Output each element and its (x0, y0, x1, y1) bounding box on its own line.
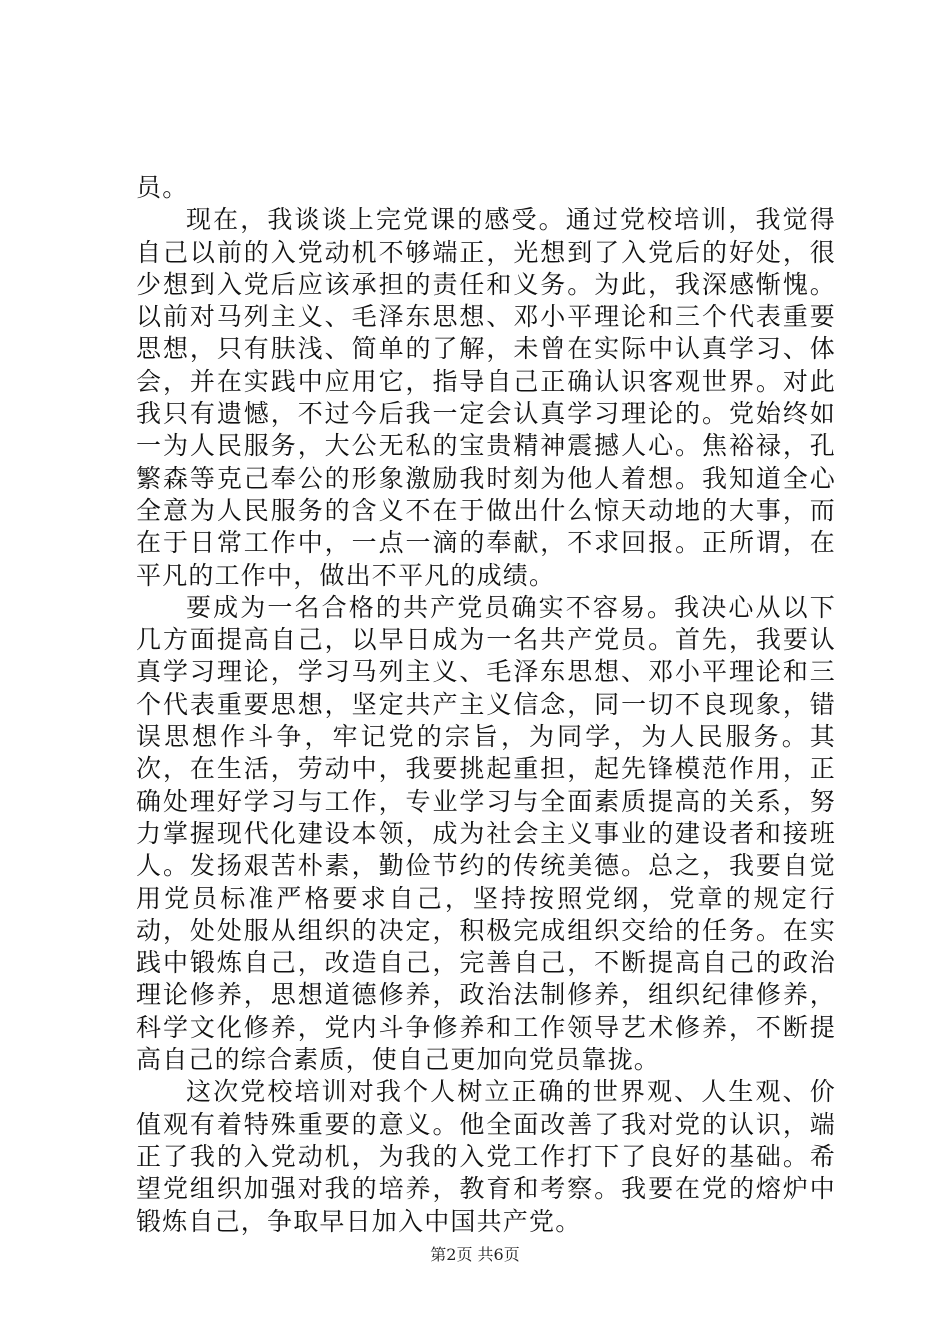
paragraph-continuation: 员。 (136, 173, 189, 202)
paragraph-party-class-feelings: 现在，我谈谈上完党课的感受。通过党校培训，我觉得自己以前的入党动机不够端正，光想到了入党后的好处，很少想到入党后应该承担的责任和义务。为此，我深感惭愧。以前对马列主义、毛泽东思想、邓小平理论和三个代表重要思想，只有肤浅、简单的了解，未曾在实际中认真学习、体会，并在实践中应用它，指导自己正确认识客观世界。对此我只有遗憾，不过今后我一定会认真学习理论的。党始终如一为人民服务，大公无私的宝贵精神震撼人心。焦裕禄，孔繁森等克己奉公的形象激励我时刻为他人着想。我知道全心全意为人民服务的含义不在于做出什么惊天动地的大事，而在于日常工作中，一点一滴的奉献，不求回报。正所谓，在平凡的工作中，做出不平凡的成绩。 (136, 205, 836, 590)
document-body (136, 172, 836, 1238)
paragraph-self-improvement: 要成为一名合格的共产党员确实不容易。我决心从以下几方面提高自己，以早日成为一名共产党员。首先，我要认真学习理论，学习马列主义、毛泽东思想、邓小平理论和三个代表重要思想，坚定共产主义信念，同一切不良现象，错误思想作斗争，牢记党的宗旨，为同学，为人民服务。其次，在生活，劳动中，我要挑起重担，起先锋模范作用，正确处理好学习与工作，专业学习与全面素质提高的关系，努力掌握现代化建设本领，成为社会主义事业的建设者和接班人。发扬艰苦朴素，勤俭节约的传统美德。总之，我要自觉用党员标准严格要求自己，坚持按照党纲，党章的规定行动，处处服从组织的决定，积极完成组织交给的任务。在实践中锻炼自己，改造自己，完善自己，不断提高自己的政治理论修养，思想道德修养，政治法制修养，组织纪律修养，科学文化修养，党内斗争修养和工作领导艺术修养，不断提高自己的综合素质，使自己更加向党员靠拢。 (136, 592, 836, 1075)
page-number-footer: 第2页 共6页 (430, 1245, 520, 1264)
paragraph-conclusion: 这次党校培训对我个人树立正确的世界观、人生观、价值观有着特殊重要的意义。他全面改善了我对党的认识，端正了我的入党动机，为我的入党工作打下了良好的基础。希望党组织加强对我的培养，教育和考察。我要在党的熔炉中锻炼自己，争取早日加入中国共产党。 (136, 1077, 836, 1236)
